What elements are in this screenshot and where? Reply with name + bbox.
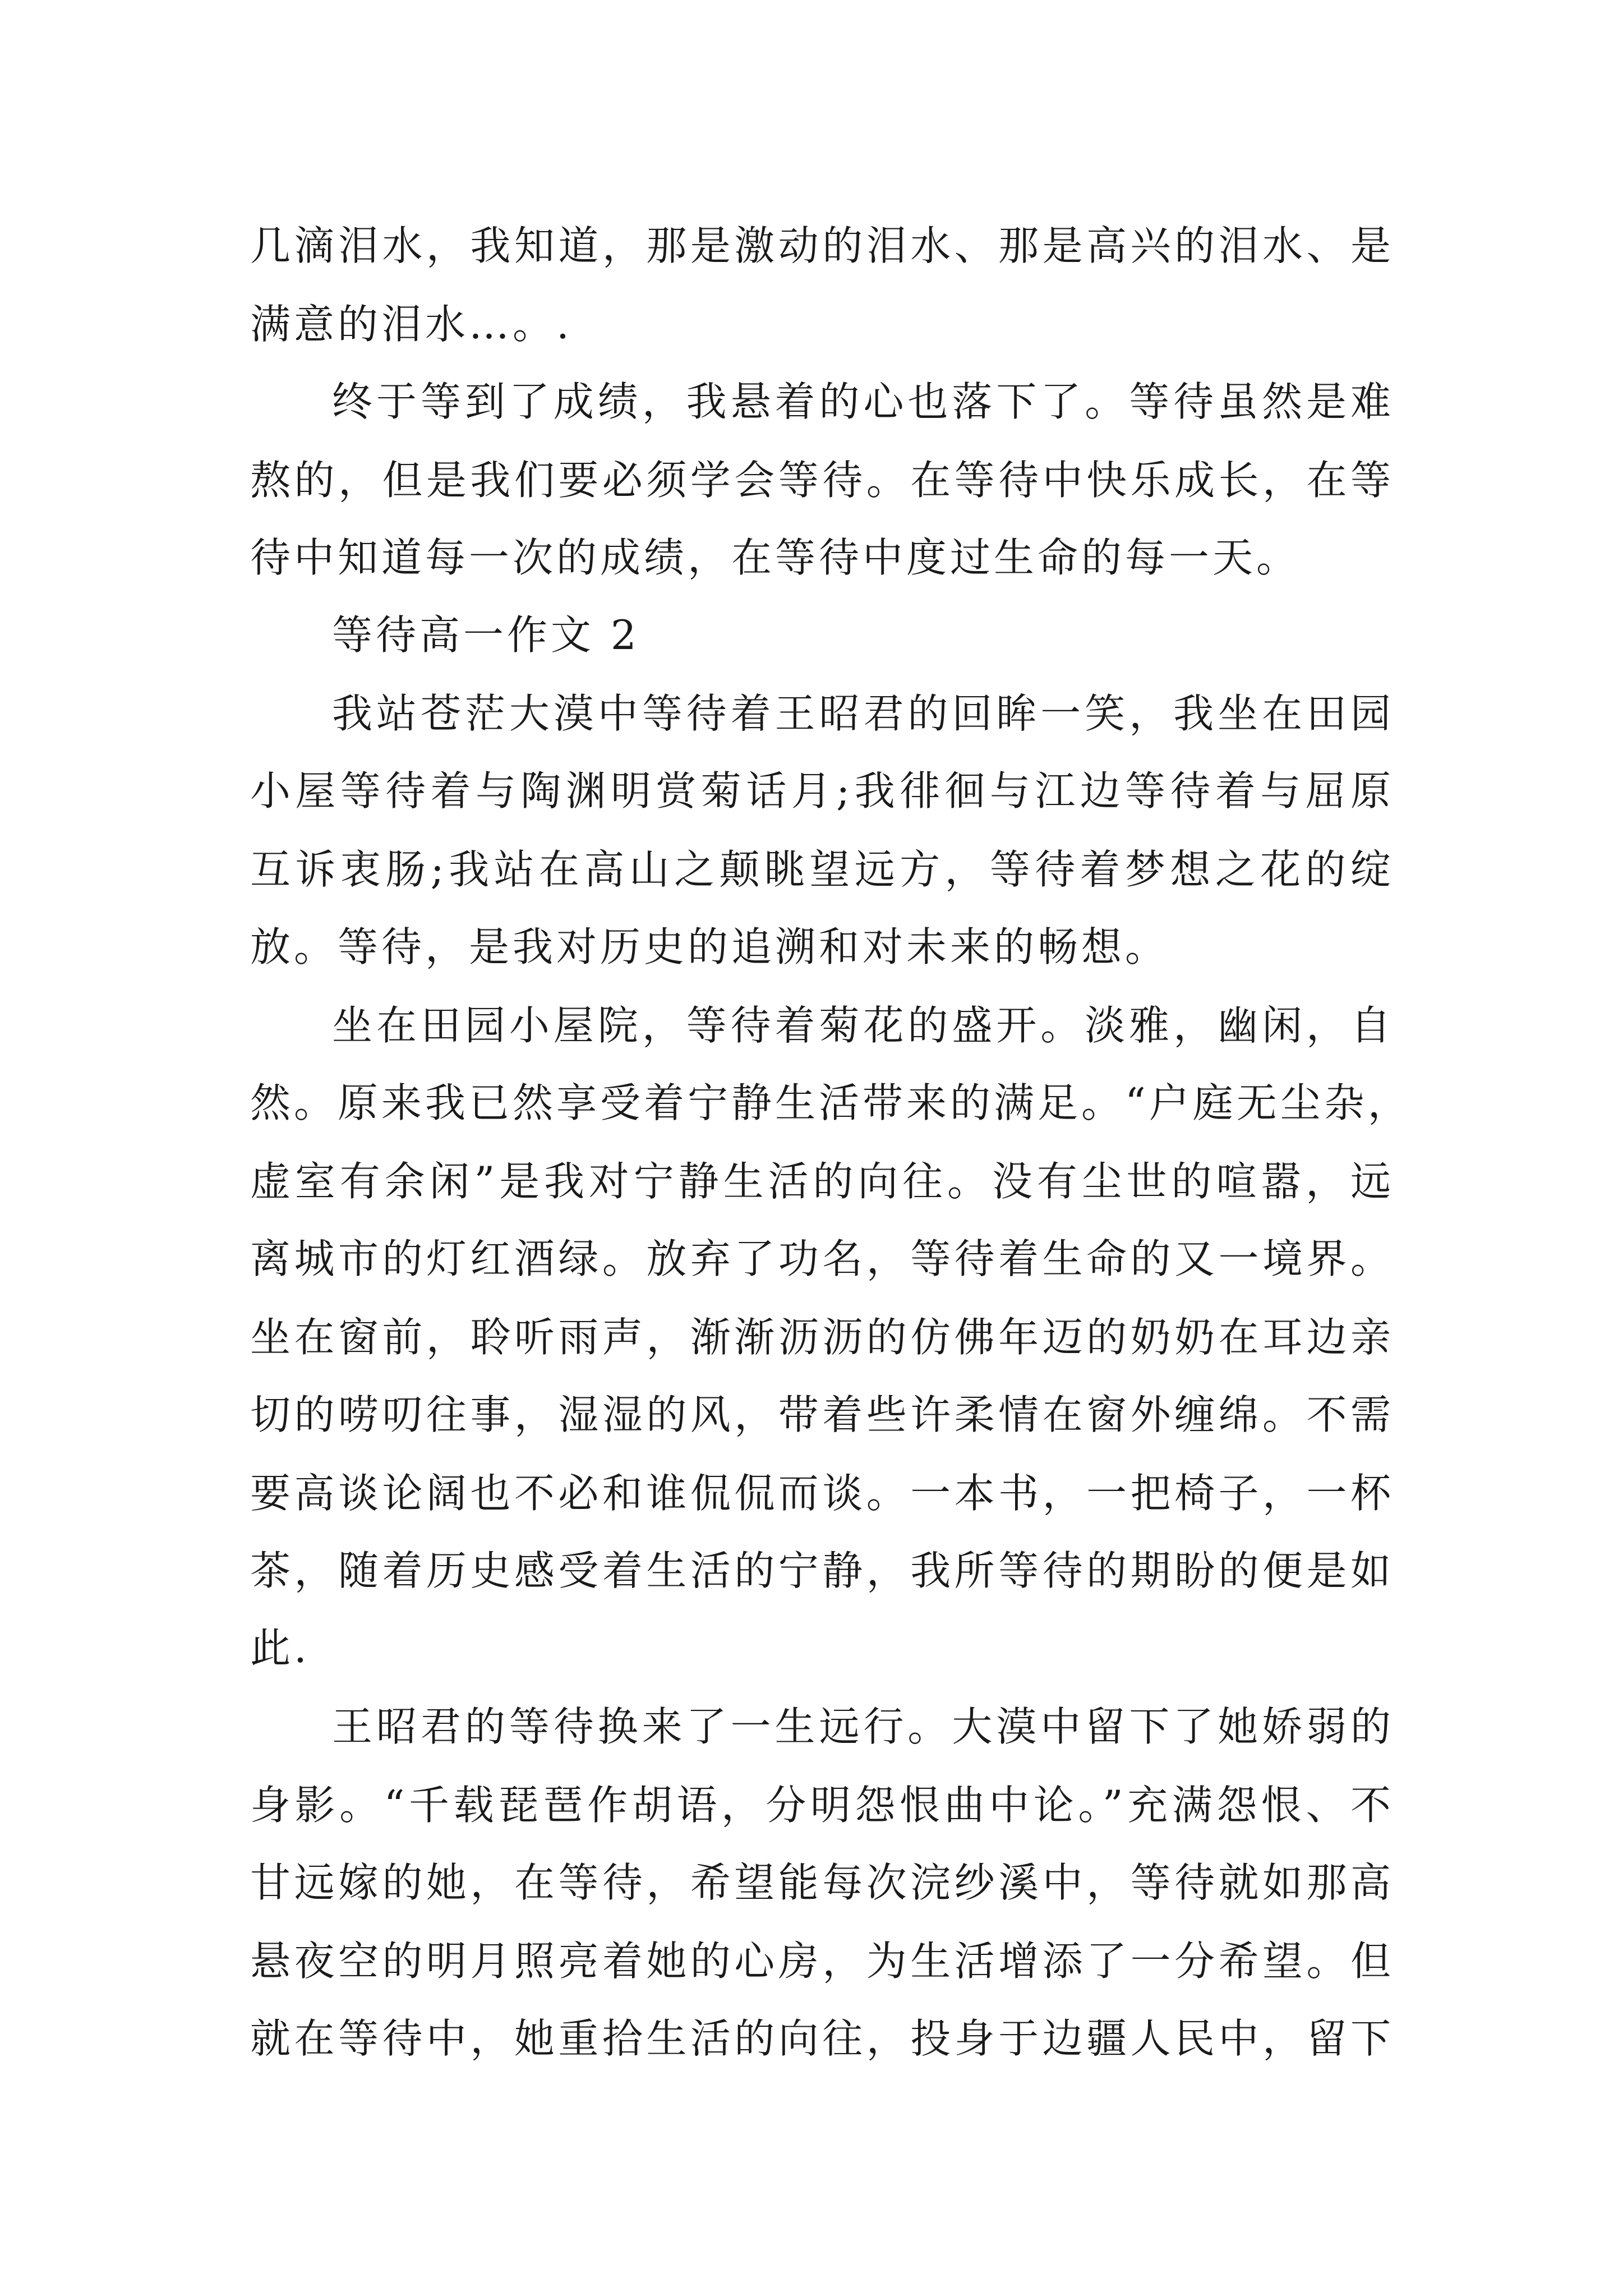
text-line: 小屋等待着与陶渊明赏菊话月;我徘徊与江边等待着与屈原 [250,767,1394,815]
text-line: 坐在田园小屋院，等待着菊花的盛开。淡雅，幽闲，自 [332,1002,1394,1049]
text-line: 切的唠叨往事，湿湿的风，带着些许柔情在窗外缠绵。不需 [250,1391,1394,1438]
text-line: 要高谈论阔也不必和谁侃侃而谈。一本书，一把椅子，一杯 [250,1470,1394,1517]
text-line: 坐在窗前，聆听雨声，渐渐沥沥的仿佛年迈的奶奶在耳边亲 [250,1314,1394,1361]
text-line: 茶，随着历史感受着生活的宁静，我所等待的期盼的便是如 [250,1547,1394,1594]
text-line: 离城市的灯红酒绿。放弃了功名，等待着生命的又一境界。 [250,1235,1394,1282]
text-line: 此. [250,1625,310,1672]
text-line: 悬夜空的明月照亮着她的心房，为生活增添了一分希望。但 [250,1938,1394,1985]
text-line: 就在等待中，她重拾生活的向往，投身于边疆人民中，留下 [250,2015,1394,2062]
text-line: 甘远嫁的她，在等待，希望能每次浣纱溪中，等待就如那高 [250,1859,1394,1906]
text-line: 身影。“千载琵琶作胡语，分明怨恨曲中论。”充满怨恨、不 [250,1782,1394,1829]
text-line: 满意的泪水…。. [250,301,573,348]
section-heading: 等待高一作文 2 [332,611,640,659]
text-line: 终于等到了成绩，我悬着的心也落下了。等待虽然是难 [332,378,1394,425]
text-line: 放。等待，是我对历史的追溯和对未来的畅想。 [250,923,1169,970]
text-line: 互诉衷肠;我站在高山之颠眺望远方，等待着梦想之花的绽 [250,846,1394,893]
text-line: 然。原来我已然享受着宁静生活带来的满足。“户庭无尘杂， [250,1079,1412,1126]
text-line: 虚室有余闲”是我对宁静生活的向往。没有尘世的喧嚣，远 [250,1158,1394,1205]
text-line: 待中知道每一次的成绩，在等待中度过生命的每一天。 [250,534,1301,581]
text-line: 几滴泪水，我知道，那是激动的泪水、那是高兴的泪水、是 [250,222,1394,269]
text-line: 我站苍茫大漠中等待着王昭君的回眸一笑，我坐在田园 [332,690,1394,737]
text-line: 熬的，但是我们要必须学会等待。在等待中快乐成长，在等 [250,457,1394,504]
text-line: 王昭君的等待换来了一生远行。大漠中留下了她娇弱的 [332,1703,1394,1750]
